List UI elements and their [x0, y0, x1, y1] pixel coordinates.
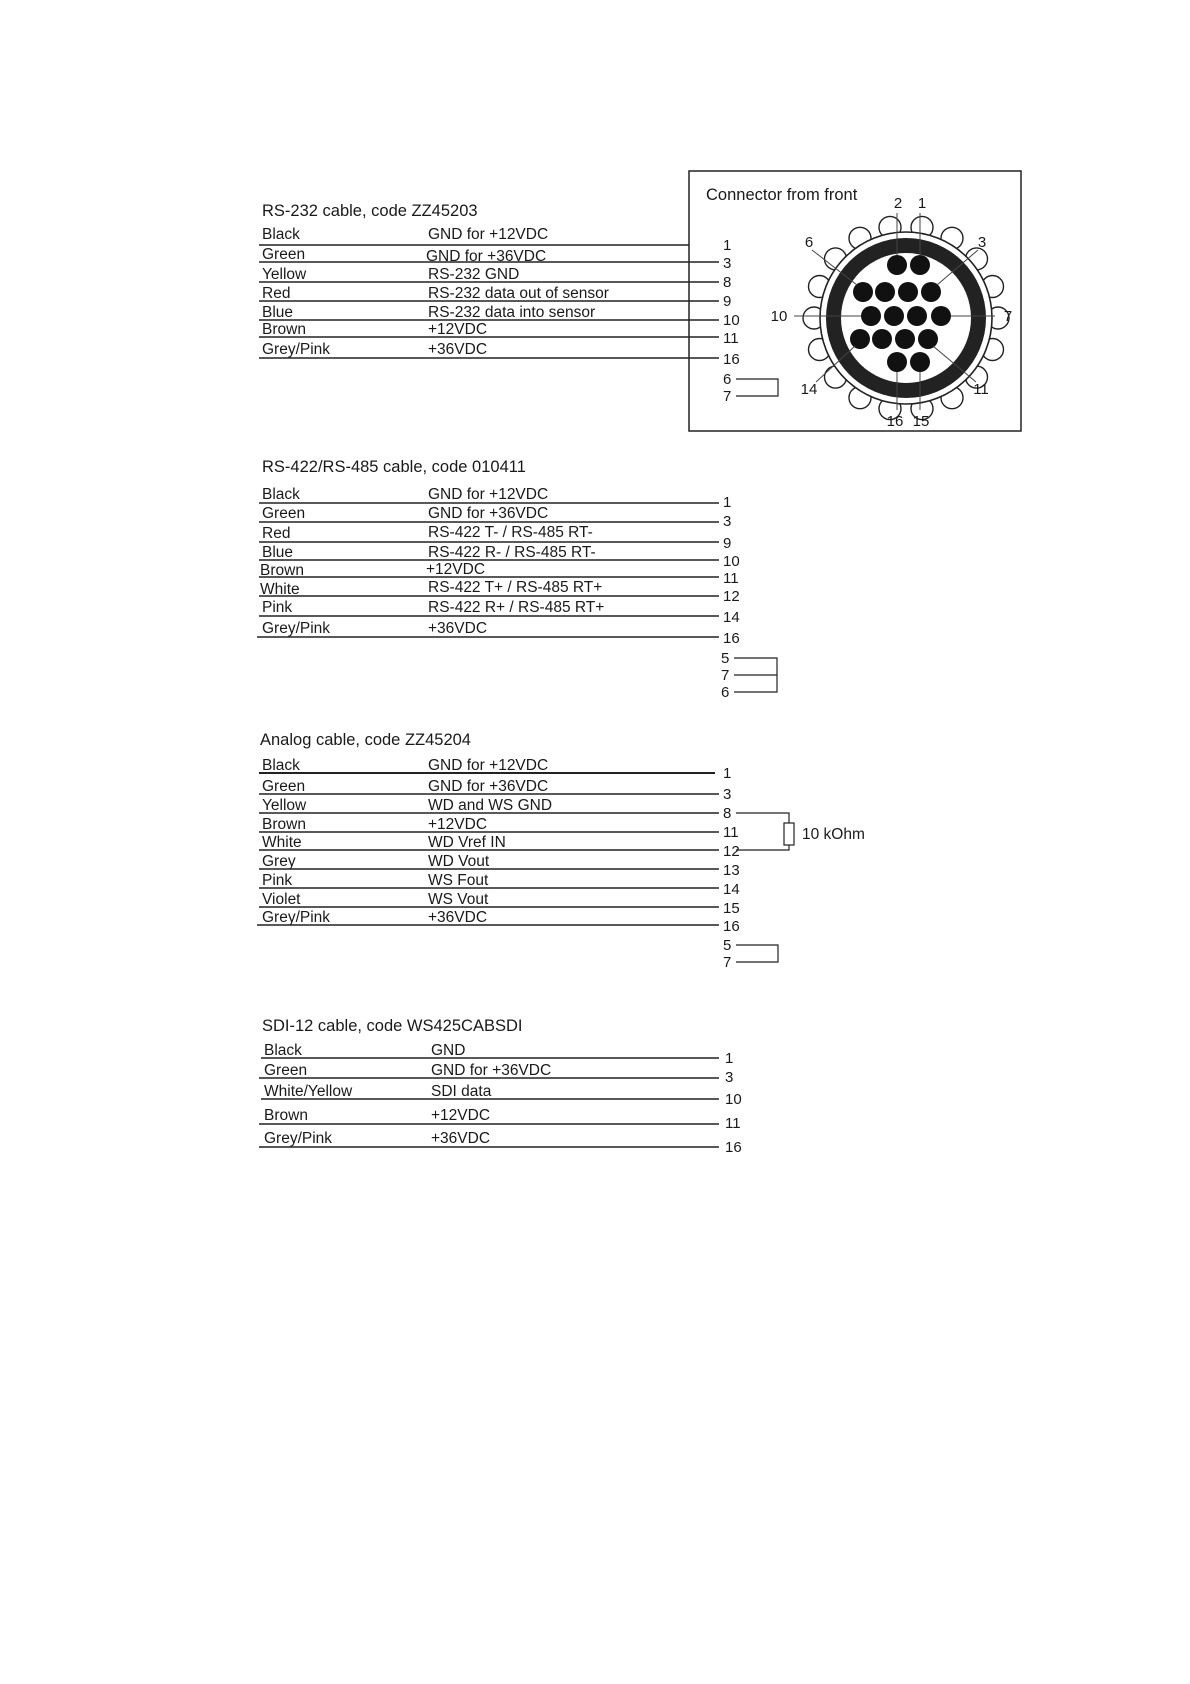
- wire-pin: 13: [723, 862, 740, 879]
- wire-pin: 14: [723, 609, 740, 626]
- wire-color: White: [260, 581, 300, 598]
- wire-signal: RS-232 data into sensor: [428, 304, 596, 321]
- wire-color: Grey/Pink: [264, 1130, 333, 1147]
- wire-pin: 14: [723, 881, 740, 898]
- wire-color: Green: [262, 246, 306, 263]
- wire-color: Grey/Pink: [262, 909, 331, 926]
- pin-number-2: 2: [893, 195, 903, 212]
- cable-title: Analog cable, code ZZ45204: [260, 731, 471, 749]
- jumper-pin: 6: [721, 684, 730, 701]
- cable-title: RS-232 cable, code ZZ45203: [262, 202, 478, 220]
- wire-signal: RS-422 T+ / RS-485 RT+: [428, 579, 603, 596]
- wire-color: Green: [262, 778, 306, 795]
- connector-pin: [931, 306, 951, 326]
- wire-pin: 16: [723, 630, 740, 647]
- wire-pin: 12: [723, 588, 740, 605]
- cable-sdi12: [259, 1017, 742, 1156]
- connector-pin: [875, 282, 895, 302]
- wire-signal: +36VDC: [428, 620, 488, 637]
- wire-color: Brown: [262, 321, 306, 338]
- wire-signal: RS-422 T- / RS-485 RT-: [428, 524, 593, 541]
- connector-title: Connector from front: [706, 186, 858, 204]
- connector-face-icon: [771, 195, 1013, 430]
- connector-pin: [887, 255, 907, 275]
- wire-color: Pink: [262, 599, 293, 616]
- connector-pin: [853, 282, 873, 302]
- jumper-link: [736, 379, 778, 396]
- wire-signal: GND: [431, 1042, 466, 1059]
- pin-number-7: 7: [1003, 308, 1013, 325]
- wire-color: Pink: [262, 872, 293, 889]
- connector-pin: [910, 352, 930, 372]
- wire-pin: 10: [723, 312, 740, 329]
- wire-color: Black: [262, 486, 300, 503]
- wire-pin: 3: [723, 255, 732, 272]
- wire-pin: 11: [723, 824, 739, 841]
- wire-pin: 11: [723, 330, 739, 347]
- connector-panel: [689, 171, 1021, 431]
- wire-signal: WD Vout: [428, 853, 490, 870]
- wire-color: Yellow: [262, 266, 307, 283]
- jumper-pin: 7: [723, 388, 732, 405]
- wire-pin: 1: [723, 765, 732, 782]
- cable-rs422-rs485: [257, 458, 777, 701]
- wire-color: Brown: [264, 1107, 308, 1124]
- connector-pin: [907, 306, 927, 326]
- resistor-leads: [736, 813, 789, 850]
- connector-pin: [918, 329, 938, 349]
- pin-number-15: 15: [912, 413, 930, 430]
- pin-number-14: 14: [800, 381, 818, 398]
- wire-pin: 16: [723, 351, 740, 368]
- wire-signal: +36VDC: [428, 341, 488, 358]
- connector-pin: [921, 282, 941, 302]
- wire-signal: WD Vref IN: [428, 834, 506, 851]
- wire-signal: SDI data: [431, 1083, 492, 1100]
- pin-number-11: 11: [973, 381, 989, 398]
- jumper-pin: 5: [723, 937, 732, 954]
- wire-signal: +36VDC: [431, 1130, 491, 1147]
- connector-pin: [887, 352, 907, 372]
- wire-signal: GND for +36VDC: [426, 248, 547, 265]
- wire-signal: GND for +36VDC: [428, 505, 549, 522]
- wire-color: Grey/Pink: [262, 341, 331, 358]
- wire-signal: +36VDC: [428, 909, 488, 926]
- wire-pin: 15: [723, 900, 740, 917]
- cable-title: SDI-12 cable, code WS425CABSDI: [262, 1017, 523, 1035]
- wire-pin: 10: [723, 553, 740, 570]
- wire-pin: 16: [723, 918, 740, 935]
- connector-pin: [872, 329, 892, 349]
- wire-color: Red: [262, 525, 291, 542]
- wire-color: Black: [262, 757, 300, 774]
- pin-number-1: 1: [917, 195, 927, 212]
- wire-color: Grey: [262, 853, 296, 870]
- wire-signal: +12VDC: [426, 561, 486, 578]
- wire-signal: GND for +36VDC: [428, 778, 549, 795]
- wire-color: White: [262, 834, 302, 851]
- wire-color: White/Yellow: [264, 1083, 353, 1100]
- wire-color: Green: [264, 1062, 308, 1079]
- jumper-link: [734, 658, 777, 692]
- wire-pin: 3: [723, 786, 732, 803]
- wire-signal: WD and WS GND: [428, 797, 553, 814]
- wire-color: Black: [264, 1042, 302, 1059]
- resistor-label: 10 kOhm: [802, 826, 865, 843]
- wire-color: Blue: [262, 304, 294, 321]
- connector-pin: [861, 306, 881, 326]
- wire-pin: 1: [723, 494, 732, 511]
- wire-signal: RS-232 GND: [428, 266, 520, 283]
- wire-signal: +12VDC: [431, 1107, 491, 1124]
- wire-color: Red: [262, 285, 291, 302]
- resistor-icon: [784, 823, 794, 845]
- wire-signal: +12VDC: [428, 321, 488, 338]
- wire-signal: WS Fout: [428, 872, 489, 889]
- wire-pin: 9: [723, 293, 732, 310]
- pin-number-10: 10: [770, 308, 788, 325]
- wire-signal: RS-422 R+ / RS-485 RT+: [428, 599, 605, 616]
- wire-color: Blue: [262, 544, 294, 561]
- jumper-pin: 6: [723, 371, 732, 388]
- wire-pin: 3: [725, 1069, 734, 1086]
- jumper-pin: 7: [721, 667, 730, 684]
- wire-pin: 11: [725, 1115, 741, 1132]
- pin-number-3: 3: [977, 234, 987, 251]
- wire-signal: RS-422 R- / RS-485 RT-: [428, 544, 596, 561]
- jumper-pin: 5: [721, 650, 730, 667]
- jumper-link: [736, 945, 778, 962]
- connector-pin: [884, 306, 904, 326]
- wire-color: Brown: [262, 816, 306, 833]
- wire-color: Violet: [262, 891, 301, 908]
- jumper-pin: 7: [723, 954, 732, 971]
- wire-color: Green: [262, 505, 306, 522]
- wire-signal: GND for +12VDC: [428, 486, 549, 503]
- pin-number-16: 16: [886, 413, 904, 430]
- wire-pin: 8: [723, 274, 732, 291]
- wire-pin: 11: [723, 570, 739, 587]
- wire-color: Black: [262, 226, 300, 243]
- cable-rs232: [259, 202, 778, 405]
- wire-pin: 8: [723, 805, 732, 822]
- wire-signal: GND for +36VDC: [431, 1062, 552, 1079]
- wire-color: Grey/Pink: [262, 620, 331, 637]
- connector-pin: [898, 282, 918, 302]
- wire-signal: GND for +12VDC: [428, 757, 549, 774]
- wire-pin: 9: [723, 535, 732, 552]
- wire-pin: 3: [723, 513, 732, 530]
- wire-pin: 12: [723, 843, 740, 860]
- connector-pin: [850, 329, 870, 349]
- wire-color: Brown: [260, 562, 304, 579]
- wire-signal: +12VDC: [428, 816, 488, 833]
- wire-signal: WS Vout: [428, 891, 489, 908]
- connector-pin: [895, 329, 915, 349]
- pin-number-6: 6: [804, 234, 814, 251]
- cable-analog: [257, 731, 865, 971]
- wire-signal: GND for +12VDC: [428, 226, 549, 243]
- wire-color: Yellow: [262, 797, 307, 814]
- wire-pin: 1: [723, 237, 732, 254]
- cable-title: RS-422/RS-485 cable, code 010411: [262, 458, 526, 476]
- wire-pin: 10: [725, 1091, 742, 1108]
- connector-pin: [910, 255, 930, 275]
- wire-pin: 16: [725, 1139, 742, 1156]
- wire-signal: RS-232 data out of sensor: [428, 285, 609, 302]
- wire-pin: 1: [725, 1050, 734, 1067]
